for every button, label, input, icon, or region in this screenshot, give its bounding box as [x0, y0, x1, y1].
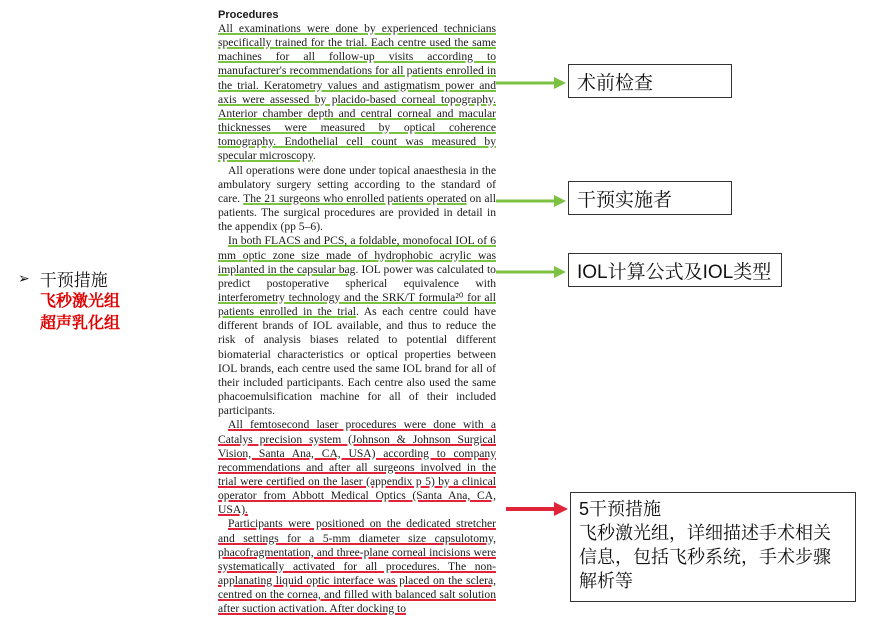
arrow-surgeon-icon: [496, 194, 568, 208]
callout-preop: 术前检查: [568, 64, 732, 98]
arrow-intervention-icon: [506, 501, 570, 517]
callout-surgeon: 干预实施者: [568, 181, 732, 215]
highlight-preop: All examinations were done by experienced technicians specifically trained for the trial. Each centre used the same machines for all follow-up visits according to manufacturer's recommendations for all patients enrolled in the trial. Keratometry values and astigmatism power and axis were assessed by placido-based corneal topography. Anterior chamber depth and central corneal and macular thicknesses were measured by optical coherence tomography. Endothelial cell count was measured by specular microscopy: [218, 22, 496, 163]
callout-iol: IOL计算公式及IOL类型: [568, 253, 782, 287]
highlight-iol: In both FLACS and PCS, a foldable, monofocal IOL of 6 mm optic zone size made of hydrophobic acrylic was implanted in the capsular bag: [218, 234, 496, 276]
p2-end: on all patients. The surgical procedures are provided in detail in the appendix (pp 5–6).: [218, 191, 496, 234]
highlight-formula: interferometry technology and the SRK/T formula²⁰ for all patients enrolled in the trial: [218, 290, 496, 319]
arrow-iol-icon: [496, 265, 568, 279]
callout-intervention-title: 5干预措施: [579, 499, 662, 519]
p3-end: . As each centre could have different brands of IOL available, and thus to reduce the risk of analysis biases related to potential different biomaterial characteristics or optical properties between IOL brands, each centre used the same IOL brand for all of their included participants. Each centre also used the same phacoemulsification machine for all of their included participants.: [218, 305, 496, 418]
bullet-arrow-icon: ➢: [18, 270, 30, 286]
document-excerpt: [218, 8, 496, 617]
paragraph-femtosecond: [218, 418, 496, 517]
paragraph-operations: [218, 164, 496, 235]
group-phaco: 超声乳化组: [40, 315, 121, 332]
callout-intervention-body: 飞秒激光组，详细描述手术相关信息，包括飞秒系统，手术步骤解析等: [579, 523, 831, 591]
highlight-procedure-steps: Participants were positioned on the dedicated stretcher and settings for a 5-mm diameter size capsulotomy, phacofragmentation, and three-plane corneal incisions were systematically activated for all procedures. The non-applanating liquid optic interface was placed on the sclera, centred on the cornea, and filled with balanced salt solution after suction activation. After docking to: [218, 517, 496, 616]
callout-intervention: [570, 492, 856, 602]
paragraph-positioning: [218, 517, 496, 616]
left-note: [18, 266, 120, 335]
p3-mid: . IOL power was calculated to predict postoperative spherical equivalence with: [218, 262, 496, 290]
p1-end: .: [312, 149, 316, 163]
highlight-surgeons: The 21 surgeons who enrolled patients operated: [243, 191, 467, 205]
group-femtosecond: 飞秒激光组: [40, 293, 121, 310]
left-note-title: 干预措施: [39, 271, 108, 290]
highlight-femto-system: All femtosecond laser procedures were done with a Catalys precision system (Johnson & Johnson Surgical Vision, Santa Ana, CA, USA) according to company recommendations and after all surgeons involved in the trial were certified on the laser (appendix p 5) by a clinical operator from Abbott Medical Optics (Santa Ana, CA, USA).: [218, 418, 496, 517]
left-note-heading: [18, 266, 120, 291]
paragraph-iol: [218, 234, 496, 418]
section-heading: Procedures: [218, 9, 279, 21]
p2-start: All operations were done under topical anaesthesia in the ambulatory surgery setting according to the standard of care.: [218, 163, 496, 205]
paragraph-examinations: [218, 22, 496, 164]
arrow-preop-icon: [496, 76, 568, 90]
